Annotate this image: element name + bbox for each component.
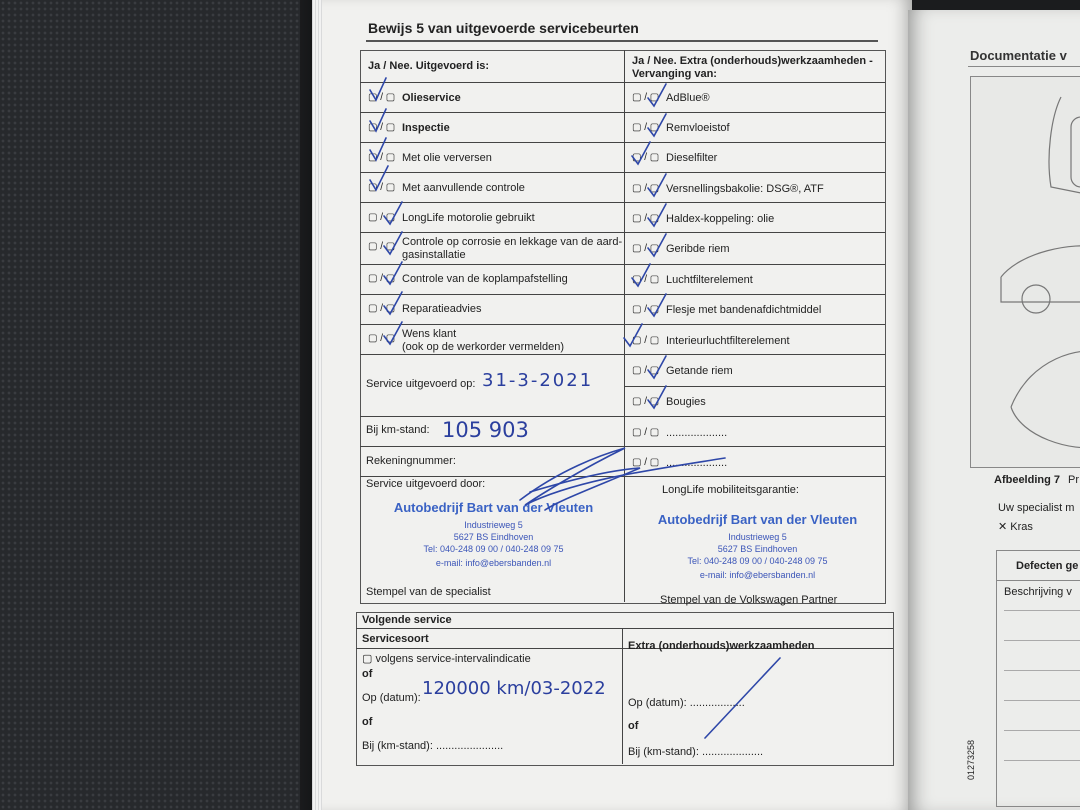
side-code: 01273258	[966, 739, 976, 780]
next-service-heading: Volgende service	[362, 614, 452, 626]
right-header-line2: Vervanging van:	[632, 68, 717, 80]
item-remvloeistof: Remvloeistof	[666, 122, 730, 134]
documentation-page: Documentatie v Afbeelding 7 Pr Uw specialist m ✕ Kras Defecten ge Beschrijving v 01273258	[908, 10, 1080, 810]
stamp-specialist-label: Stempel van de specialist	[366, 586, 491, 598]
car-outline-icon	[971, 77, 1080, 467]
item-interieurfilter: Interieurluchtfilterelement	[666, 335, 790, 347]
item-koplamp: Controle van de koplampafstelling	[402, 273, 568, 285]
kras-item: ✕ Kras	[998, 521, 1033, 533]
right-header-line1: Ja / Nee. Extra (onderhouds)werkzaamheden -	[632, 55, 873, 67]
item-wens-klant-2: (ook op de werkorder vermelden)	[402, 341, 565, 353]
item-blank-1: ....................	[666, 427, 728, 439]
item-longlife-olie: LongLife motorolie gebruikt	[402, 212, 535, 224]
item-getande-riem: Getande riem	[666, 365, 733, 377]
item-olieservice: Olieservice	[402, 92, 461, 104]
item-adblue: AdBlue®	[666, 92, 710, 104]
invoice-label: Rekeningnummer:	[366, 455, 456, 467]
next-km-label: Bij (km-stand): ......................	[362, 740, 504, 752]
next-date-label: Op (datum):	[362, 692, 421, 704]
item-blank-2: ....................	[666, 457, 728, 469]
next-date-value: 120000 km/03-2022	[422, 678, 606, 699]
interval-option: ▢ volgens service-intervalindicatie	[362, 653, 531, 665]
description-heading: Beschrijving v	[1004, 586, 1072, 598]
cross-icon: ✕	[998, 521, 1011, 533]
item-wens-klant: Wens klant	[402, 328, 457, 340]
car-diagram	[970, 76, 1080, 468]
km-value: 105 903	[442, 418, 529, 442]
item-bandenafdicht: Flesje met bandenafdichtmiddel	[666, 304, 822, 316]
item-reparatieadvies: Reparatieadvies	[402, 303, 482, 315]
item-luchtfilter: Luchtfilterelement	[666, 274, 753, 286]
doc-heading: Documentatie v	[970, 48, 1067, 63]
right-date-label: Op (datum): ..................	[628, 697, 745, 709]
item-dieselfilter: Dieselfilter	[666, 152, 718, 164]
item-inspectie: Inspectie	[402, 122, 450, 134]
service-booklet-page: Bewijs 5 van uitgevoerde servicebeurten Ja / Nee. Uitgevoerd is: Ja / Nee. Extra (onderhouds)werkzaamheden - Vervanging van: ▢ / ▢ Olieservice ▢ / ▢ Inspectie ▢ / ▢ Met olie verversen ▢ / ▢ Met aanvullende controle ▢ / ▢ LongLife motorolie gebruikt ▢ / ▢ Controle op corrosie en lekkage van de aard- gasinstallatie ▢ / ▢ Controle van de koplampafstelling ▢ / ▢ Reparatieadvies ▢ / ▢ Wens klant (ook op de werkorder vermelden) ▢ / ▢ AdBlue® ▢ / ▢ Remvloeistof ▢ / ▢ Dieselfilter ▢ / ▢ Versnellingsbakolie: DSG®, ATF ▢ / ▢ Haldex-koppeling: olie ▢ / ▢ Geribde riem ▢ / ▢ Luchtfilterelement ▢ / ▢ Flesje met bandenafdichtmiddel ▢ / ▢ Interieurluchtfilterelement ▢ / ▢ Getande riem ▢ / ▢ Bougies ▢ / ▢ .................... ▢ / ▢ .................... Service uitgevoerd op: 31-3-2021 Bij km-stand: 105 903 Rekeningnummer: Service uitgevoerd door: LongLife mobiliteitsgarantie: Stempel van de specialist Stempel van de Volkswagen Partner Autobedrijf Bart van der Vleuten Industrieweg 5 5627 BS Eindhoven Tel: 040-248 09 00 / 040-248 09 75 e-mail: info@ebersbanden.nl Autobedrijf Bart van der Vleuten Industrieweg 5 5627 BS Eindhoven Tel: 040-248 09 00 / 040-248 09 75 e-mail: info@ebersbanden.nl Volgende service Servicesoort Extra (onderhouds)werkzaamheden ▢ volgens service-intervalindicatie of Op (datum): 120000 km/03-2022 of Bij (km-stand): ...................... Op (datum): .................. of Bij (km-stand): ....................	[322, 0, 912, 810]
right-km-label: Bij (km-stand): ....................	[628, 746, 764, 758]
longlife-label: LongLife mobiliteitsgarantie:	[662, 484, 799, 496]
item-olie-verversen: Met olie verversen	[402, 152, 492, 164]
specialist-text: Uw specialist m	[998, 502, 1075, 514]
service-date-label: Service uitgevoerd op:	[366, 378, 476, 390]
figure-label: Afbeelding 7	[994, 474, 1061, 486]
left-header: Ja / Nee. Uitgevoerd is:	[368, 60, 490, 72]
item-corrosie-2: gasinstallatie	[402, 249, 466, 261]
item-corrosie: Controle op corrosie en lekkage van de aard-	[402, 236, 623, 248]
item-haldex: Haldex-koppeling: olie	[666, 213, 775, 225]
item-aanvullende-controle: Met aanvullende controle	[402, 182, 525, 194]
performed-by-label: Service uitgevoerd door:	[366, 478, 486, 490]
item-versnellingsbak: Versnellingsbakolie: DSG®, ATF	[666, 183, 824, 195]
stamp-vw-label: Stempel van de Volkswagen Partner	[660, 594, 838, 606]
service-date-value: 31-3-2021	[482, 370, 594, 391]
page-title: Bewijs 5 van uitgevoerde servicebeurten	[368, 20, 639, 36]
item-bougies: Bougies	[666, 396, 706, 408]
km-label: Bij km-stand:	[366, 424, 430, 436]
col-servicesoort: Servicesoort	[362, 633, 429, 645]
item-geribde-riem: Geribde riem	[666, 243, 730, 255]
defects-heading: Defecten ge	[1016, 560, 1079, 572]
col-extra: Extra (onderhouds)werkzaamheden	[628, 640, 815, 652]
